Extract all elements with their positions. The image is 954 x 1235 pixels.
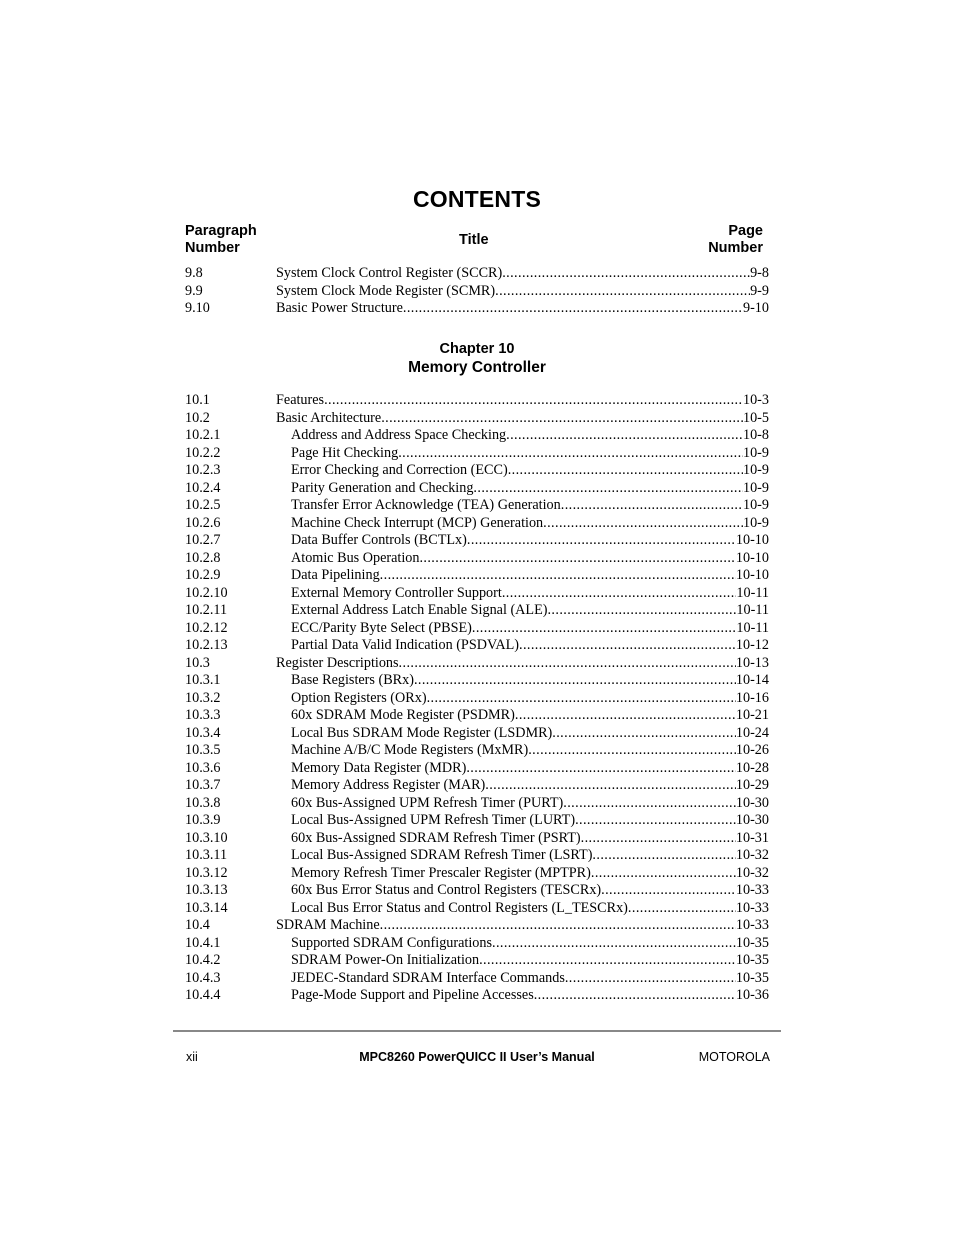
toc-entry-title: 60x Bus Error Status and Control Registers (TESCRx)	[291, 882, 602, 898]
toc-entry-title: Features	[276, 392, 325, 408]
toc-entry-line	[291, 865, 769, 883]
toc-entry[interactable]	[185, 777, 769, 795]
dot-leader	[547, 602, 736, 620]
toc-entry-number: 10.3.2	[185, 689, 221, 706]
toc-entry-line	[276, 265, 769, 283]
toc-entry[interactable]	[185, 392, 769, 410]
toc-entry-number: 10.2	[185, 409, 210, 426]
toc-entry[interactable]	[185, 637, 769, 655]
dot-leader	[324, 392, 743, 410]
toc-entry-line	[291, 952, 769, 970]
toc-entry-title: Basic Architecture	[276, 409, 382, 426]
toc-entry-title: Memory Refresh Timer Prescaler Register (MPTPR)	[291, 864, 591, 881]
toc-entry[interactable]	[185, 410, 769, 428]
toc-entry-page: 9-8	[750, 265, 769, 281]
toc-entry-line	[291, 567, 769, 585]
dot-leader	[414, 672, 736, 690]
dot-leader	[466, 760, 736, 778]
toc-entry-number: 10.3.13	[185, 882, 228, 898]
toc-entry-number: 10.2.4	[185, 479, 221, 496]
toc-entry-number: 10.3.8	[185, 794, 221, 811]
toc-entry-line	[291, 742, 769, 760]
toc-entry-number: 10.2.10	[185, 584, 228, 601]
toc-entry-number: 10.3	[185, 654, 210, 671]
dot-leader	[628, 900, 736, 918]
dot-leader	[427, 690, 736, 708]
toc-entry-number: 10.3.14	[185, 899, 228, 916]
toc-entry-page: 10-31	[735, 829, 769, 846]
dot-leader	[561, 497, 743, 515]
toc-entry-line	[291, 830, 769, 848]
toc-entry-page: 9-9	[750, 282, 769, 299]
toc-entry-line	[291, 550, 769, 568]
toc-entry-line	[291, 935, 769, 953]
toc-entry[interactable]	[185, 970, 769, 988]
toc-entry-title: System Clock Mode Register (SCMR)	[276, 282, 496, 299]
footer-rule	[173, 1030, 781, 1032]
dot-leader	[506, 427, 743, 445]
dot-leader	[485, 777, 736, 795]
toc-entry-number: 10.2.8	[185, 549, 221, 566]
toc-entry-page: 10-11	[736, 619, 769, 636]
toc-entry-number: 10.1	[185, 392, 210, 408]
toc-entry-number: 10.3.9	[185, 812, 221, 828]
toc-entry-line	[291, 987, 769, 1005]
column-header-paragraph-number	[185, 223, 257, 257]
toc-entry-line	[291, 532, 769, 550]
toc-entry-number: 10.4	[185, 917, 210, 933]
chapter-label: Chapter 10	[439, 341, 515, 357]
toc-entry-page: 10-33	[735, 899, 769, 916]
toc-entry-line	[291, 725, 769, 743]
toc-entry-page: 10-16	[735, 689, 769, 706]
toc-entry-number: 10.3.10	[185, 829, 228, 846]
toc-entry-title: Address and Address Space Checking	[291, 427, 507, 443]
toc-entry-title: 60x Bus-Assigned UPM Refresh Timer (PURT)	[291, 794, 564, 811]
toc-entry[interactable]	[185, 865, 769, 883]
toc-entry-title: Local Bus-Assigned SDRAM Refresh Timer (LSRT)	[291, 847, 593, 863]
toc-entry-title: Local Bus-Assigned UPM Refresh Timer (LURT)	[291, 812, 576, 828]
toc-entry-number: 10.3.4	[185, 724, 221, 741]
toc-entry-title: ECC/Parity Byte Select (PBSE)	[291, 619, 472, 636]
toc-entry-page: 10-10	[735, 532, 769, 548]
toc-entry-page: 10-32	[735, 864, 769, 881]
toc-entry[interactable]	[185, 497, 769, 515]
dot-leader	[473, 480, 743, 498]
toc-entry-line	[291, 585, 769, 603]
dot-leader	[495, 283, 750, 301]
footer-vendor: MOTOROLA	[698, 1050, 770, 1064]
toc-entry-page: 10-3	[742, 392, 769, 408]
toc-entry[interactable]	[185, 672, 769, 690]
toc-entry-title: Partial Data Valid Indication (PSDVAL)	[291, 637, 520, 653]
toc-entry[interactable]	[185, 462, 769, 480]
toc-entry-page: 10-33	[735, 882, 769, 898]
toc-entry-page: 10-30	[735, 812, 769, 828]
toc-entry-page: 9-10	[742, 300, 769, 316]
toc-entry-page: 10-10	[735, 549, 769, 566]
toc-entry-title: Error Checking and Correction (ECC)	[291, 462, 508, 478]
toc-entry-page: 10-30	[735, 794, 769, 811]
toc-entry-title: Base Registers (BRx)	[291, 672, 414, 688]
toc-entry-page: 10-32	[735, 847, 769, 863]
toc-entry-number: 9.9	[185, 282, 203, 299]
toc-entry[interactable]	[185, 690, 769, 708]
toc-entry-title: External Address Latch Enable Signal (ALE)	[291, 602, 548, 618]
toc-list-chapter-10	[185, 392, 769, 1005]
dot-leader	[492, 935, 736, 953]
toc-entry[interactable]	[185, 585, 769, 603]
column-header-page-number	[708, 223, 763, 257]
toc-entry-page: 10-9	[742, 514, 769, 531]
toc-entry-page: 10-9	[742, 444, 769, 461]
dot-leader	[552, 725, 736, 743]
toc-entry[interactable]	[185, 265, 769, 283]
toc-entry-line	[291, 795, 769, 813]
toc-entry[interactable]	[185, 567, 769, 585]
toc-entry-page: 10-35	[735, 934, 769, 951]
toc-entry-line	[291, 672, 769, 690]
toc-entry-number: 10.3.5	[185, 742, 221, 758]
toc-entry-title: Option Registers (ORx)	[291, 689, 427, 706]
toc-entry[interactable]	[185, 532, 769, 550]
dot-leader	[575, 812, 736, 830]
toc-entry-line	[276, 655, 769, 673]
toc-entry[interactable]	[185, 900, 769, 918]
toc-entry-line	[291, 620, 769, 638]
toc-entry-number: 10.2.2	[185, 444, 221, 461]
toc-entry-title: Basic Power Structure	[276, 300, 403, 316]
toc-entry-title: Page Hit Checking	[291, 444, 399, 461]
toc-entry-line	[291, 480, 769, 498]
toc-entry-line	[291, 445, 769, 463]
column-header-page-line2: Number	[708, 240, 763, 256]
toc-entry[interactable]	[185, 300, 769, 318]
toc-entry-page: 10-10	[735, 567, 769, 583]
toc-entry-title: SDRAM Power-On Initialization	[291, 952, 480, 968]
toc-entry-line	[291, 515, 769, 533]
dot-leader	[519, 637, 736, 655]
toc-entry[interactable]	[185, 283, 769, 301]
toc-entry[interactable]	[185, 620, 769, 638]
toc-entry-page: 10-35	[735, 969, 769, 986]
toc-entry-line	[276, 283, 769, 301]
dot-leader	[479, 952, 736, 970]
toc-entry[interactable]	[185, 812, 769, 830]
toc-entry-page: 10-11	[736, 584, 769, 601]
dot-leader	[601, 882, 736, 900]
dot-leader	[472, 620, 737, 638]
dot-leader	[381, 410, 743, 428]
toc-entry[interactable]	[185, 952, 769, 970]
toc-entry-line	[291, 760, 769, 778]
toc-entry-number: 10.2.3	[185, 462, 221, 478]
toc-entry-line	[291, 970, 769, 988]
toc-entry-number: 10.4.1	[185, 934, 221, 951]
toc-entry-page: 10-9	[742, 479, 769, 496]
toc-entry-line	[291, 900, 769, 918]
dot-leader	[380, 567, 736, 585]
toc-entry[interactable]	[185, 795, 769, 813]
toc-entry-page: 10-26	[735, 742, 769, 758]
toc-entry-page: 10-29	[735, 777, 769, 793]
toc-entry-page: 10-36	[735, 987, 769, 1003]
toc-entry-page: 10-28	[735, 759, 769, 776]
toc-entry-title: Page-Mode Support and Pipeline Accesses	[291, 987, 534, 1003]
dot-leader	[515, 707, 736, 725]
toc-entry-title: Register Descriptions	[276, 654, 399, 671]
toc-entry[interactable]	[185, 655, 769, 673]
toc-entry-title: JEDEC-Standard SDRAM Interface Commands	[291, 969, 565, 986]
dot-leader	[419, 550, 735, 568]
dot-leader	[543, 515, 743, 533]
toc-entry-title: External Memory Controller Support	[291, 584, 502, 601]
toc-entry[interactable]	[185, 515, 769, 533]
toc-entry-page: 10-12	[735, 637, 769, 653]
toc-entry-line	[291, 707, 769, 725]
toc-entry-page: 10-11	[736, 602, 769, 618]
toc-entry-page: 10-9	[742, 497, 769, 513]
dot-leader	[502, 585, 737, 603]
dot-leader	[502, 265, 750, 283]
toc-entry-line	[276, 300, 769, 318]
toc-entry[interactable]	[185, 917, 769, 935]
toc-entry-line	[291, 882, 769, 900]
toc-entry[interactable]	[185, 760, 769, 778]
toc-entry-title: Transfer Error Acknowledge (TEA) Generation	[291, 497, 561, 513]
toc-list-chapter-9	[185, 265, 769, 318]
toc-entry-page: 10-35	[735, 952, 769, 968]
column-header-title: Title	[459, 232, 489, 248]
dot-leader	[403, 300, 743, 318]
dot-leader	[592, 847, 735, 865]
dot-leader	[398, 445, 743, 463]
toc-entry-title: Machine Check Interrupt (MCP) Generation	[291, 514, 544, 531]
toc-entry-number: 10.3.6	[185, 759, 221, 776]
toc-entry-number: 10.2.11	[185, 602, 228, 618]
toc-entry[interactable]	[185, 427, 769, 445]
column-header-paragraph-line2: Number	[185, 240, 240, 256]
dot-leader	[581, 830, 736, 848]
page-title: CONTENTS	[412, 186, 542, 212]
dot-leader	[565, 970, 736, 988]
toc-entry-title: SDRAM Machine	[276, 917, 380, 933]
toc-entry-line	[291, 637, 769, 655]
toc-entry-line	[291, 602, 769, 620]
toc-entry-line	[291, 847, 769, 865]
toc-entry-number: 10.2.12	[185, 619, 228, 636]
toc-entry[interactable]	[185, 550, 769, 568]
toc-entry-number: 10.2.1	[185, 427, 221, 443]
toc-entry[interactable]	[185, 602, 769, 620]
toc-entry[interactable]	[185, 987, 769, 1005]
toc-entry-number: 10.3.1	[185, 672, 221, 688]
toc-entry[interactable]	[185, 480, 769, 498]
toc-entry-title: 60x SDRAM Mode Register (PSDMR)	[291, 707, 515, 723]
dot-leader	[508, 462, 743, 480]
toc-entry-number: 10.4.4	[185, 987, 221, 1003]
dot-leader	[528, 742, 736, 760]
toc-entry-title: Data Pipelining	[291, 567, 380, 583]
toc-entry[interactable]	[185, 725, 769, 743]
dot-leader	[534, 987, 736, 1005]
toc-entry-number: 10.2.13	[185, 637, 228, 653]
toc-entry[interactable]	[185, 830, 769, 848]
toc-entry-page: 10-14	[735, 672, 769, 688]
dot-leader	[467, 532, 736, 550]
dot-leader	[380, 917, 736, 935]
toc-entry-line	[276, 392, 769, 410]
toc-entry-number: 10.2.5	[185, 497, 221, 513]
toc-entry-number: 10.2.6	[185, 514, 221, 531]
column-header-page-line1: Page	[728, 223, 763, 239]
toc-entry-number: 10.3.11	[185, 847, 228, 863]
dot-leader	[563, 795, 736, 813]
column-header-paragraph-line1: Paragraph	[185, 223, 257, 239]
toc-entry-number: 10.3.12	[185, 864, 228, 881]
dot-leader	[399, 655, 736, 673]
toc-entry[interactable]	[185, 742, 769, 760]
chapter-name: Memory Controller	[408, 359, 546, 376]
toc-entry-number: 9.10	[185, 300, 210, 316]
toc-entry-line	[276, 410, 769, 428]
toc-entry-number: 10.2.7	[185, 532, 221, 548]
toc-entry-number: 10.3.3	[185, 707, 221, 723]
toc-entry-number: 10.4.3	[185, 969, 221, 986]
footer-page-number: xii	[186, 1050, 198, 1064]
toc-entry-line	[291, 462, 769, 480]
toc-entry-line	[291, 777, 769, 795]
toc-entry-number: 10.4.2	[185, 952, 221, 968]
toc-entry[interactable]	[185, 707, 769, 725]
footer-manual-title: MPC8260 PowerQUICC II User’s Manual	[359, 1050, 595, 1064]
toc-entry-title: Atomic Bus Operation	[291, 549, 420, 566]
toc-entry-title: Memory Address Register (MAR)	[291, 777, 486, 793]
toc-entry-title: 60x Bus-Assigned SDRAM Refresh Timer (PSRT)	[291, 829, 581, 846]
toc-entry-page: 10-8	[742, 427, 769, 443]
toc-entry-title: Memory Data Register (MDR)	[291, 759, 467, 776]
toc-entry-title: Supported SDRAM Configurations	[291, 934, 492, 951]
toc-entry-title: Local Bus Error Status and Control Registers (L_TESCRx)	[291, 899, 628, 916]
toc-entry[interactable]	[185, 445, 769, 463]
toc-entry-page: 10-24	[735, 724, 769, 741]
toc-entry-page: 10-13	[735, 654, 769, 671]
toc-entry-page: 10-33	[735, 917, 769, 933]
toc-entry-number: 10.2.9	[185, 567, 221, 583]
toc-entry-line	[291, 690, 769, 708]
toc-entry-title: Machine A/B/C Mode Registers (MxMR)	[291, 742, 529, 758]
toc-entry-line	[291, 812, 769, 830]
toc-entry-page: 10-9	[742, 462, 769, 478]
toc-entry-title: Data Buffer Controls (BCTLx)	[291, 532, 467, 548]
toc-entry-line	[291, 497, 769, 515]
toc-entry-page: 10-21	[735, 707, 769, 723]
toc-entry-title: Parity Generation and Checking	[291, 479, 474, 496]
toc-entry-number: 9.8	[185, 265, 203, 281]
toc-entry[interactable]	[185, 935, 769, 953]
toc-entry-line	[276, 917, 769, 935]
toc-entry[interactable]	[185, 882, 769, 900]
toc-entry-line	[291, 427, 769, 445]
toc-entry-title: Local Bus SDRAM Mode Register (LSDMR)	[291, 724, 553, 741]
dot-leader	[591, 865, 736, 883]
toc-entry[interactable]	[185, 847, 769, 865]
toc-entry-page: 10-5	[742, 409, 769, 426]
toc-entry-title: System Clock Control Register (SCCR)	[276, 265, 503, 281]
toc-entry-number: 10.3.7	[185, 777, 221, 793]
